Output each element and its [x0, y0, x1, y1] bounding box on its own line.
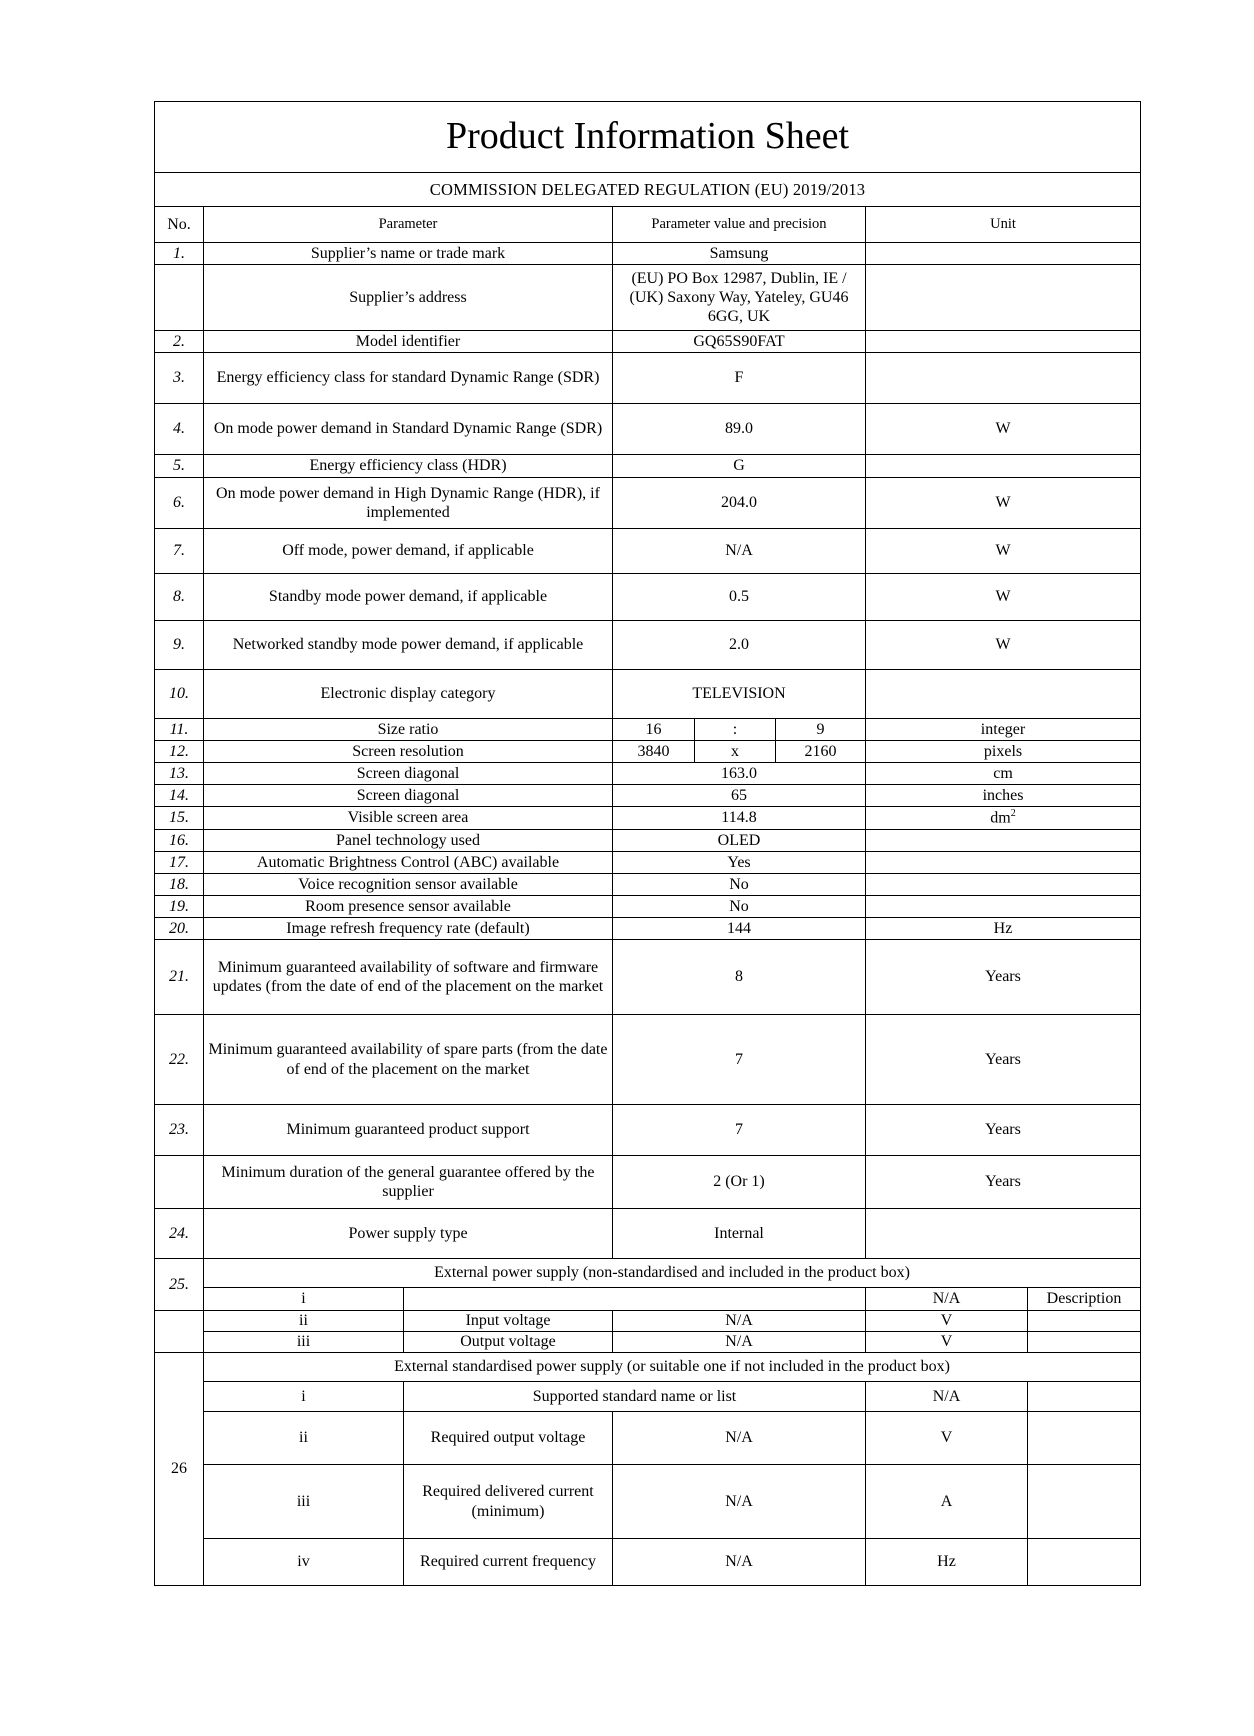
row-number: 18. [155, 874, 204, 896]
parameter-name: Energy efficiency class for standard Dynamic Range (SDR) [204, 353, 613, 404]
regulation-reference: COMMISSION DELEGATED REGULATION (EU) 2019/2013 [155, 173, 1141, 207]
parameter-name: Image refresh frequency rate (default) [204, 918, 613, 940]
row-number [155, 1156, 204, 1209]
unit-exponent: 2 [1010, 808, 1016, 820]
sub-index: iii [204, 1332, 404, 1353]
sub-unit: V [866, 1332, 1028, 1353]
table-row [155, 1288, 1141, 1311]
parameter-unit [866, 830, 1141, 852]
sub-index: iii [204, 1465, 404, 1539]
sub-extra [1028, 1465, 1141, 1539]
parameter-name: Voice recognition sensor available [204, 874, 613, 896]
parameter-unit: W [866, 529, 1141, 574]
sub-parameter: Input voltage [404, 1311, 613, 1332]
sub-unit: V [866, 1311, 1028, 1332]
sub-parameter: Required output voltage [404, 1412, 613, 1465]
parameter-value: 7 [613, 1105, 866, 1156]
row-number: 21. [155, 940, 204, 1015]
parameter-name: Room presence sensor available [204, 896, 613, 918]
parameter-unit [866, 353, 1141, 404]
table-row [155, 529, 1141, 574]
parameter-name: On mode power demand in High Dynamic Range (HDR), if implemented [204, 478, 613, 529]
row-number: 23. [155, 1105, 204, 1156]
row-number: 3. [155, 353, 204, 404]
product-info-table [154, 101, 1141, 1586]
parameter-name: Electronic display category [204, 670, 613, 719]
table-row [155, 621, 1141, 670]
table-row [155, 763, 1141, 785]
sub-index: ii [204, 1311, 404, 1332]
parameter-value: 114.8 [613, 807, 866, 830]
table-row [155, 404, 1141, 455]
table-row [155, 1539, 1141, 1586]
parameter-name: Minimum guaranteed availability of spare parts (from the date of end of the placement on the market [204, 1015, 613, 1105]
parameter-unit [866, 265, 1141, 331]
row-number: 10. [155, 670, 204, 719]
parameter-name: Supplier’s name or trade mark [204, 243, 613, 265]
table-row [155, 741, 1141, 763]
table-row [155, 1105, 1141, 1156]
parameter-unit: Years [866, 1105, 1141, 1156]
row-number: 14. [155, 785, 204, 807]
sub-parameter: Output voltage [404, 1332, 613, 1353]
parameter-name: Visible screen area [204, 807, 613, 830]
table-row [155, 918, 1141, 940]
sub-value: N/A [613, 1465, 866, 1539]
parameter-name: Minimum guaranteed product support [204, 1105, 613, 1156]
sub-extra [1028, 1412, 1141, 1465]
table-row [155, 874, 1141, 896]
sub-description: Description [1028, 1288, 1141, 1311]
parameter-name: Networked standby mode power demand, if applicable [204, 621, 613, 670]
parameter-name: Standby mode power demand, if applicable [204, 574, 613, 621]
parameter-unit: inches [866, 785, 1141, 807]
parameter-value: (EU) PO Box 12987, Dublin, IE / (UK) Saxony Way, Yateley, GU46 6GG, UK [613, 265, 866, 331]
parameter-value: N/A [613, 529, 866, 574]
row-number: 19. [155, 896, 204, 918]
row-number: 20. [155, 918, 204, 940]
parameter-name: Energy efficiency class (HDR) [204, 455, 613, 478]
parameter-value: No [613, 874, 866, 896]
row-number: 7. [155, 529, 204, 574]
row-number: 26 [155, 1353, 204, 1586]
parameter-value: 65 [613, 785, 866, 807]
row-number: 9. [155, 621, 204, 670]
row-number: 12. [155, 741, 204, 763]
parameter-value: F [613, 353, 866, 404]
table-row [155, 243, 1141, 265]
parameter-value: OLED [613, 830, 866, 852]
table-row [155, 331, 1141, 353]
resolution-height: 2160 [776, 741, 866, 763]
table-row [155, 1465, 1141, 1539]
resolution-separator: x [695, 741, 776, 763]
table-row [155, 896, 1141, 918]
row-number: 11. [155, 719, 204, 741]
row-number: 16. [155, 830, 204, 852]
sub-parameter [404, 1288, 866, 1311]
sub-unit: V [866, 1412, 1028, 1465]
table-row [155, 455, 1141, 478]
sub-index: i [204, 1382, 404, 1412]
table-row [155, 1412, 1141, 1465]
parameter-name: Automatic Brightness Control (ABC) available [204, 852, 613, 874]
ext-supply-heading: External power supply (non-standardised and included in the product box) [204, 1259, 1141, 1288]
parameter-unit [866, 243, 1141, 265]
row-number: 25. [155, 1259, 204, 1311]
header-parameter: Parameter [204, 207, 613, 243]
table-row [155, 1209, 1141, 1259]
row-number: 13. [155, 763, 204, 785]
sub-extra [1028, 1382, 1141, 1412]
row-number: 15. [155, 807, 204, 830]
parameter-name: On mode power demand in Standard Dynamic Range (SDR) [204, 404, 613, 455]
table-row [155, 807, 1141, 830]
sub-unit: A [866, 1465, 1028, 1539]
row-number: 22. [155, 1015, 204, 1105]
row-number: 2. [155, 331, 204, 353]
row-number: 5. [155, 455, 204, 478]
unit-base: dm [990, 809, 1011, 827]
sub-index: i [204, 1288, 404, 1311]
row-number: 4. [155, 404, 204, 455]
table-row [155, 574, 1141, 621]
parameter-value: No [613, 896, 866, 918]
header-unit: Unit [866, 207, 1141, 243]
sub-index: ii [204, 1412, 404, 1465]
row-number [155, 265, 204, 331]
ratio-separator: : [695, 719, 776, 741]
parameter-name: Minimum guaranteed availability of software and firmware updates (from the date of end of the placement on the market [204, 940, 613, 1015]
parameter-unit: W [866, 621, 1141, 670]
std-supply-heading: External standardised power supply (or suitable one if not included in the product box) [204, 1353, 1141, 1382]
parameter-name: Screen diagonal [204, 763, 613, 785]
sub-value: N/A [613, 1412, 866, 1465]
table-row [155, 1353, 1141, 1382]
parameter-value: GQ65S90FAT [613, 331, 866, 353]
table-row [155, 1382, 1141, 1412]
parameter-unit: integer [866, 719, 1141, 741]
parameter-value: G [613, 455, 866, 478]
sub-parameter: Required delivered current (minimum) [404, 1465, 613, 1539]
parameter-value: 8 [613, 940, 866, 1015]
sub-value: N/A [866, 1382, 1028, 1412]
sub-value: N/A [613, 1311, 866, 1332]
table-row [155, 830, 1141, 852]
parameter-unit [866, 807, 1141, 830]
row-number: 24. [155, 1209, 204, 1259]
row-number: 17. [155, 852, 204, 874]
header-value: Parameter value and precision [613, 207, 866, 243]
parameter-value: 204.0 [613, 478, 866, 529]
parameter-unit: Hz [866, 918, 1141, 940]
sub-value: N/A [613, 1539, 866, 1586]
parameter-value: 144 [613, 918, 866, 940]
parameter-unit [866, 331, 1141, 353]
sub-extra [1028, 1332, 1141, 1353]
parameter-name: Size ratio [204, 719, 613, 741]
row-number: 8. [155, 574, 204, 621]
parameter-value: Internal [613, 1209, 866, 1259]
row-number: 6. [155, 478, 204, 529]
parameter-unit [866, 455, 1141, 478]
sub-extra [1028, 1539, 1141, 1586]
parameter-name: Supplier’s address [204, 265, 613, 331]
sub-unit: Hz [866, 1539, 1028, 1586]
sub-parameter: Supported standard name or list [404, 1382, 866, 1412]
table-row [155, 1332, 1141, 1353]
table-row [155, 1156, 1141, 1209]
sub-extra [1028, 1311, 1141, 1332]
parameter-unit: W [866, 404, 1141, 455]
parameter-name: Model identifier [204, 331, 613, 353]
table-row [155, 353, 1141, 404]
table-row [155, 1259, 1141, 1288]
product-information-sheet [154, 101, 1140, 1606]
header-no: No. [155, 207, 204, 243]
table-row [155, 1311, 1141, 1332]
parameter-name: Power supply type [204, 1209, 613, 1259]
parameter-unit: W [866, 574, 1141, 621]
ratio-height: 9 [776, 719, 866, 741]
parameter-value: 7 [613, 1015, 866, 1105]
parameter-unit [866, 874, 1141, 896]
table-row [155, 719, 1141, 741]
sub-value: N/A [866, 1288, 1028, 1311]
parameter-value: 163.0 [613, 763, 866, 785]
parameter-unit: cm [866, 763, 1141, 785]
parameter-unit: Years [866, 1156, 1141, 1209]
resolution-width: 3840 [613, 741, 695, 763]
sub-index: iv [204, 1539, 404, 1586]
parameter-unit: pixels [866, 741, 1141, 763]
parameter-value: 2 (Or 1) [613, 1156, 866, 1209]
parameter-value: Samsung [613, 243, 866, 265]
parameter-unit [866, 896, 1141, 918]
table-row [155, 1015, 1141, 1105]
parameter-value: TELEVISION [613, 670, 866, 719]
parameter-name: Minimum duration of the general guarantee offered by the supplier [204, 1156, 613, 1209]
parameter-value: 2.0 [613, 621, 866, 670]
parameter-unit [866, 1209, 1141, 1259]
parameter-unit [866, 670, 1141, 719]
parameter-name: Screen diagonal [204, 785, 613, 807]
row-number: 1. [155, 243, 204, 265]
parameter-name: Screen resolution [204, 741, 613, 763]
table-row [155, 478, 1141, 529]
parameter-name: Panel technology used [204, 830, 613, 852]
parameter-unit: Years [866, 1015, 1141, 1105]
sub-value: N/A [613, 1332, 866, 1353]
sub-parameter: Required current frequency [404, 1539, 613, 1586]
parameter-unit: Years [866, 940, 1141, 1015]
row-number-empty [155, 1311, 204, 1353]
ratio-width: 16 [613, 719, 695, 741]
page-title: Product Information Sheet [155, 102, 1141, 173]
parameter-value: Yes [613, 852, 866, 874]
parameter-value: 89.0 [613, 404, 866, 455]
parameter-unit [866, 852, 1141, 874]
table-row [155, 940, 1141, 1015]
parameter-unit: W [866, 478, 1141, 529]
table-row [155, 785, 1141, 807]
parameter-value: 0.5 [613, 574, 866, 621]
table-row [155, 852, 1141, 874]
table-row [155, 265, 1141, 331]
table-row [155, 670, 1141, 719]
parameter-name: Off mode, power demand, if applicable [204, 529, 613, 574]
